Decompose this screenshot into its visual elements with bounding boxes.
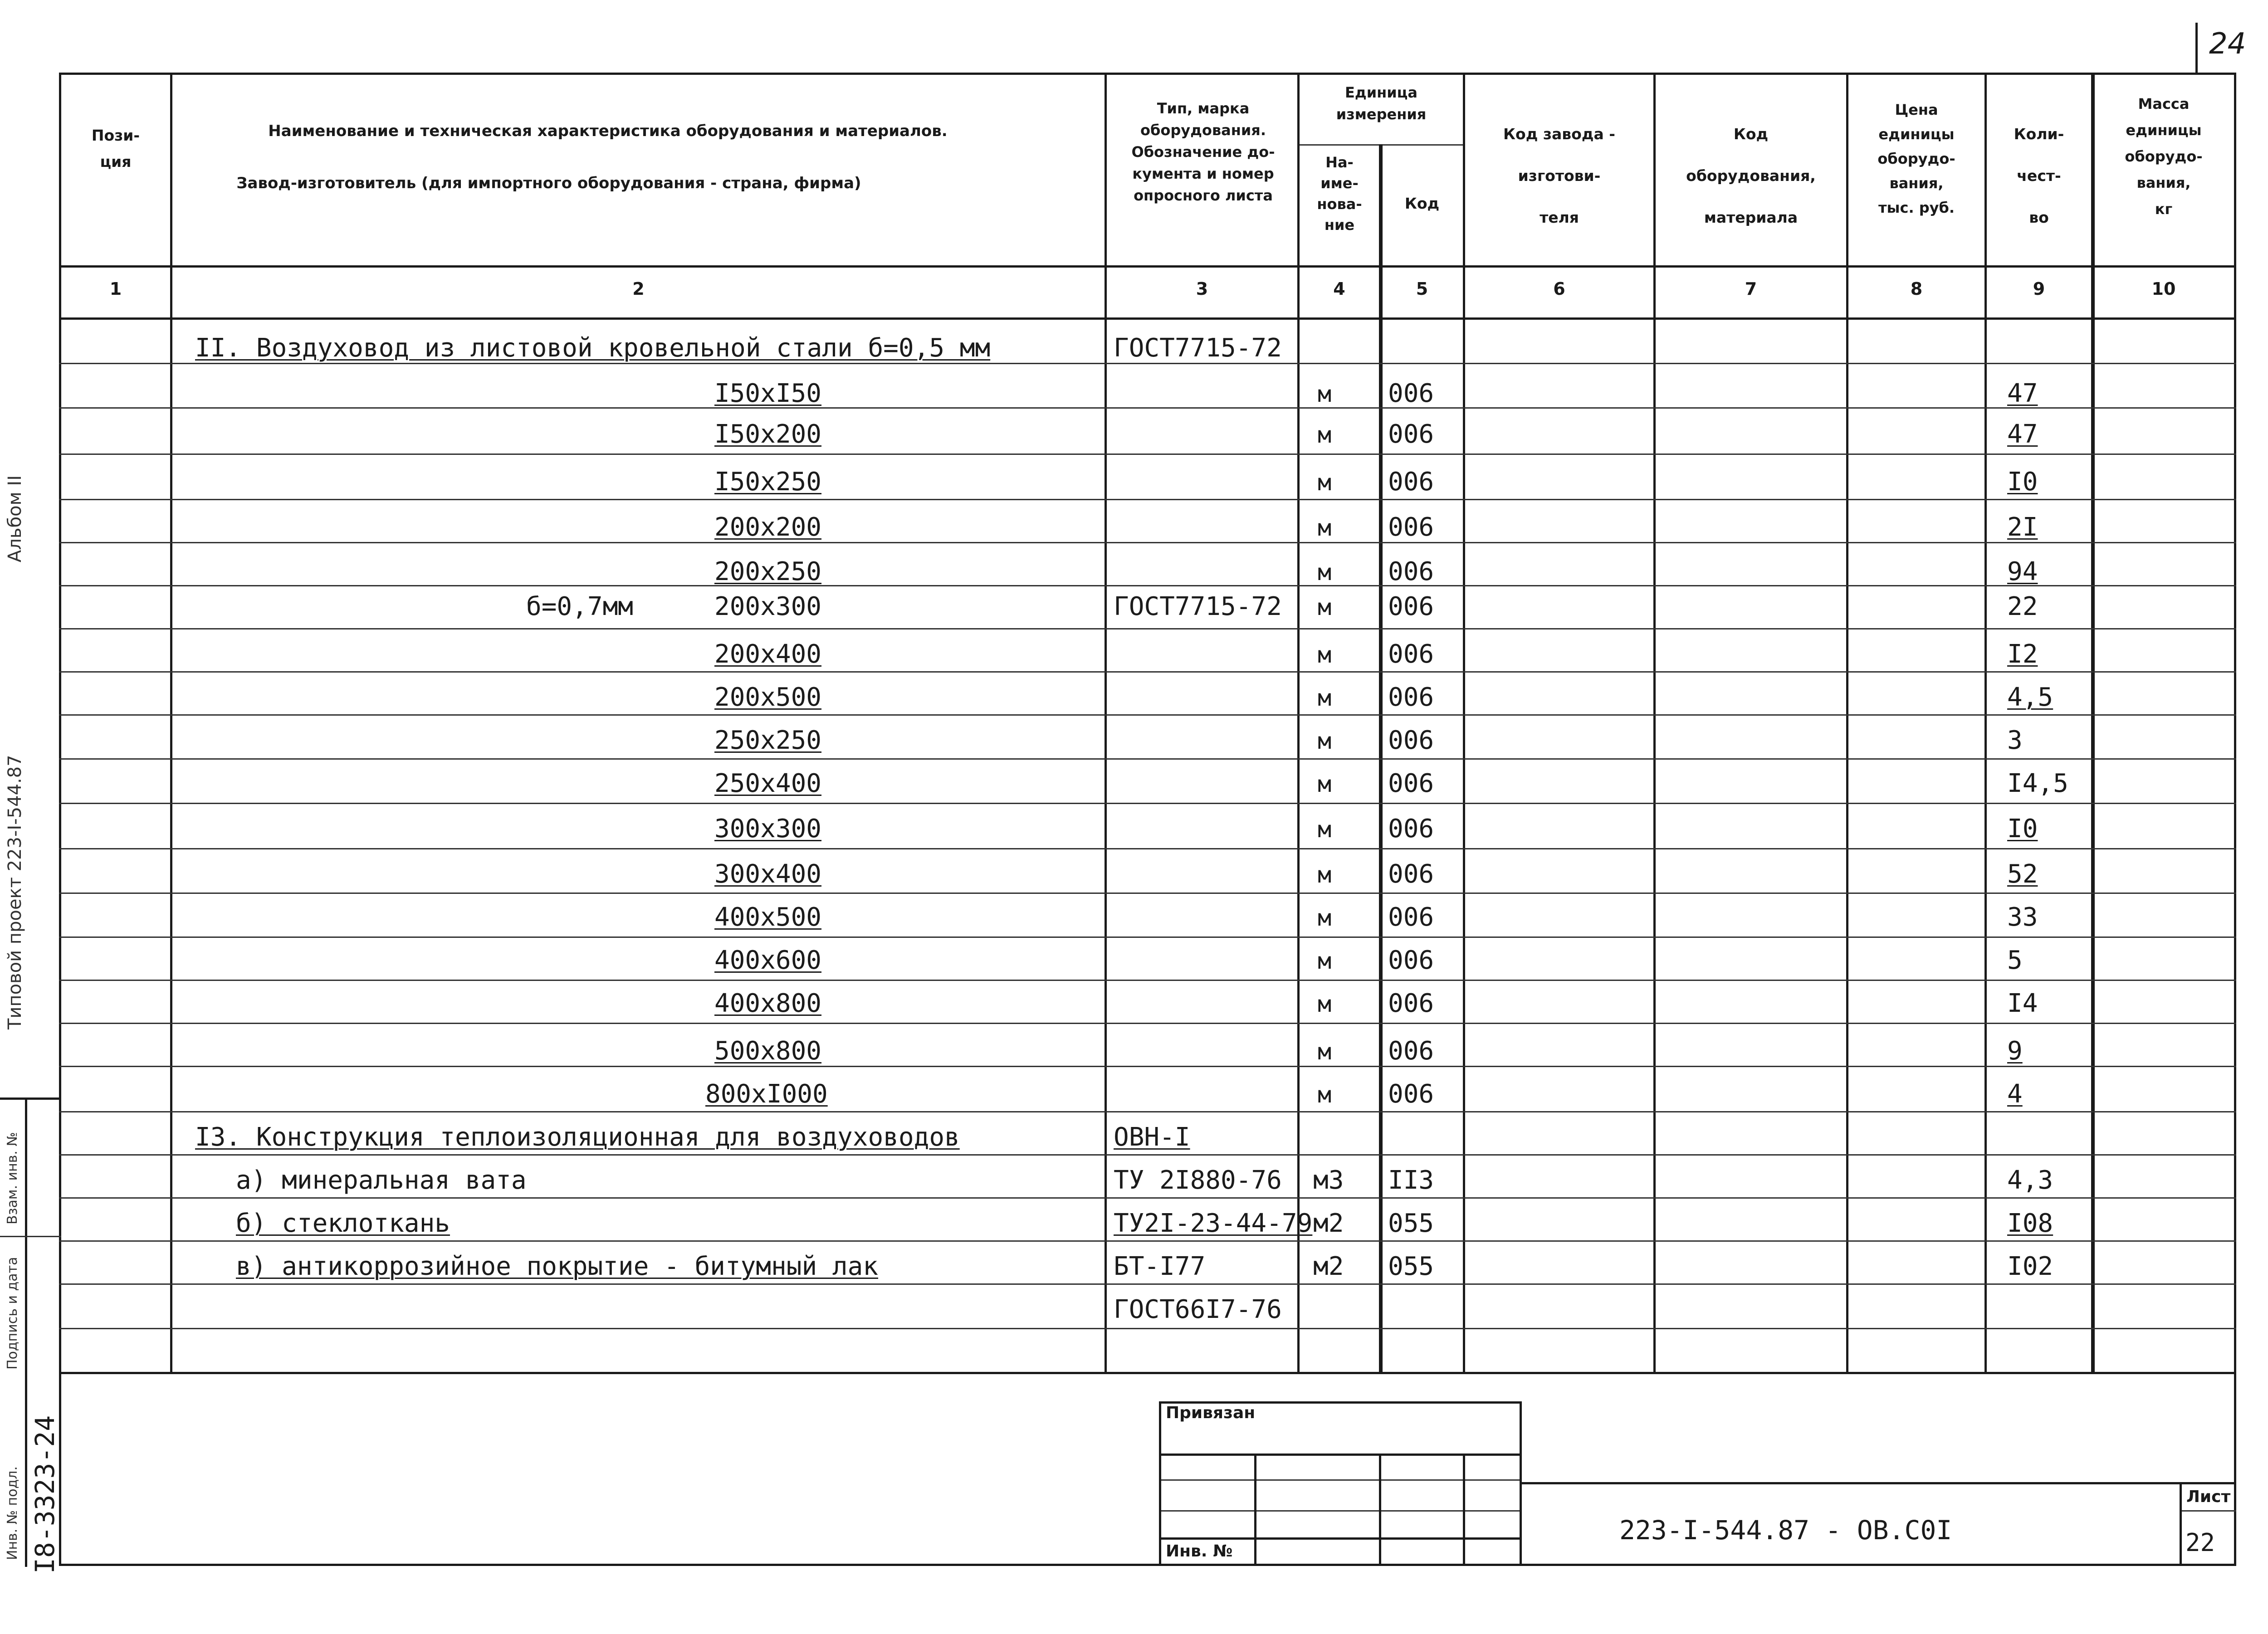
replace-inv-label: Взам. инв. № <box>5 1132 20 1224</box>
row-code: 006 <box>1388 989 1434 1018</box>
stamp-privyazan: Привязан <box>1166 1404 1256 1422</box>
row-code: 006 <box>1388 902 1434 932</box>
row-name: а) минеральная вата <box>236 1166 527 1195</box>
header-price: Цена единицы оборудо- вания, тыс. руб. <box>1877 101 1955 216</box>
row-code: 006 <box>1388 467 1434 497</box>
row-qty: 52 <box>2007 859 2038 889</box>
row-qty: I02 <box>2007 1252 2053 1281</box>
row-qty: 4 <box>2007 1079 2023 1109</box>
row-qty: I0 <box>2007 467 2038 497</box>
row-qty: 94 <box>2007 557 2038 586</box>
row-qty: I08 <box>2007 1209 2053 1238</box>
row-name: 250x250 <box>714 726 822 755</box>
header-factory-code: Код завода - изготови- теля <box>1503 125 1615 226</box>
row-name: I50xI50 <box>714 379 822 408</box>
row-name: 500x800 <box>714 1036 822 1066</box>
row-name: 200x250 <box>714 557 822 586</box>
row-code: 006 <box>1388 683 1434 712</box>
row-unit: м <box>1318 594 1332 620</box>
row-code: 006 <box>1388 946 1434 975</box>
row-qty: I2 <box>2007 639 2038 669</box>
row-doc: ГОСТ7715-72 <box>1114 333 1282 363</box>
row-code: 006 <box>1388 1079 1434 1109</box>
row-name: 200x200 <box>714 512 822 542</box>
sheet-label: Лист <box>2186 1488 2231 1506</box>
col-num-2: 2 <box>632 279 645 299</box>
header-unit: Единица измерения <box>1336 84 1427 123</box>
row-qty: 22 <box>2007 592 2038 621</box>
row-doc: ГОСТ66I7-76 <box>1114 1295 1282 1324</box>
row-name: 300x400 <box>714 859 822 889</box>
row-code: 006 <box>1388 859 1434 889</box>
stamp-inv-no: Инв. № <box>1166 1542 1233 1561</box>
row-unit: м2 <box>1313 1252 1344 1281</box>
row-code: II3 <box>1388 1166 1434 1195</box>
col-num-9: 9 <box>2033 279 2045 299</box>
sign-date-label: Подпись и дата <box>5 1257 20 1370</box>
header-quantity: Коли- чест- во <box>2014 125 2064 226</box>
row-qty: 5 <box>2007 946 2023 975</box>
row-code: 006 <box>1388 512 1434 542</box>
row-name: I3. Конструкция теплоизоляционная для воздуховодов <box>195 1122 960 1152</box>
row-doc: ТУ2I-23-44-79 <box>1114 1209 1313 1238</box>
row-name: 300x300 <box>714 814 822 844</box>
header-unit-name: На- име- нова- ние <box>1317 154 1362 234</box>
row-unit: м <box>1318 469 1332 496</box>
row-unit: м <box>1318 1082 1332 1108</box>
row-code: 006 <box>1388 1036 1434 1066</box>
row-code: 006 <box>1388 769 1434 798</box>
row-qty: I0 <box>2007 814 2038 844</box>
row-unit: м <box>1318 948 1332 974</box>
header-mass: Масса единицы оборудо- вания, кг <box>2125 95 2203 218</box>
col-num-1: 1 <box>109 279 122 299</box>
row-qty: 33 <box>2007 902 2038 932</box>
page-number-divider <box>2195 23 2198 73</box>
document-code: 223-I-544.87 - ОВ.С0I <box>1619 1515 1952 1546</box>
project-label: Типовой проект 223-I-544.87 <box>5 755 25 1029</box>
col-num-4: 4 <box>1333 279 1345 299</box>
header-position: Пози- ция <box>91 127 140 171</box>
row-code: 006 <box>1388 814 1434 844</box>
row-name: 400x800 <box>714 989 822 1018</box>
row-code: 006 <box>1388 557 1434 586</box>
row-name: I50x250 <box>714 467 822 497</box>
row-qty: 47 <box>2007 379 2038 408</box>
row-prefix: б=0,7мм <box>526 592 634 621</box>
row-qty: 47 <box>2007 419 2038 449</box>
row-name: 400x500 <box>714 902 822 932</box>
row-name: II. Воздуховод из листовой кровельной стали б=0,5 мм <box>195 333 991 363</box>
header-name-line1: Наименование и техническая характеристика оборудования и материалов. <box>268 122 948 140</box>
col-num-5: 5 <box>1416 279 1428 299</box>
header-name-line2: Завод-изготовитель (для импортного оборудования - страна, фирма) <box>236 174 861 192</box>
row-unit: м2 <box>1313 1209 1344 1238</box>
row-doc: ТУ 2I880-76 <box>1114 1166 1282 1195</box>
row-qty: 4,5 <box>2007 683 2053 712</box>
col-num-10: 10 <box>2151 279 2176 299</box>
row-unit: м <box>1318 422 1332 448</box>
row-unit: м <box>1318 816 1332 843</box>
row-doc: ГОСТ7715-72 <box>1114 592 1282 621</box>
row-unit: м <box>1318 685 1332 711</box>
col-num-3: 3 <box>1196 279 1208 299</box>
row-name: 200x400 <box>714 639 822 669</box>
row-name: I50x200 <box>714 419 822 449</box>
row-name: б) стеклоткань <box>236 1209 450 1238</box>
header-unit-code: Код <box>1404 195 1440 212</box>
col-num-8: 8 <box>1910 279 1923 299</box>
row-name: 200x300 <box>714 592 822 621</box>
row-name: 200x500 <box>714 683 822 712</box>
row-code: 055 <box>1388 1209 1434 1238</box>
inv-orig-label: Инв. № подл. <box>5 1466 20 1560</box>
album-label: Альбом II <box>5 475 25 562</box>
row-unit: м <box>1318 642 1332 668</box>
row-code: 006 <box>1388 639 1434 669</box>
row-qty: 9 <box>2007 1036 2023 1066</box>
row-code: 006 <box>1388 592 1434 621</box>
row-unit: м3 <box>1313 1166 1344 1195</box>
row-code: 006 <box>1388 419 1434 449</box>
row-unit: м <box>1318 905 1332 931</box>
sheet-number: 22 <box>2185 1528 2215 1557</box>
row-qty: 2I <box>2007 512 2038 542</box>
header-material-code: Код оборудования, материала <box>1686 125 1816 226</box>
row-doc: БТ-I77 <box>1114 1252 1206 1281</box>
archive-number: I8-3323-24 <box>29 1415 60 1574</box>
row-code: 006 <box>1388 726 1434 755</box>
row-code: 006 <box>1388 379 1434 408</box>
row-qty: I4 <box>2007 989 2038 1018</box>
row-unit: м <box>1318 862 1332 888</box>
row-name: 800xI000 <box>705 1079 828 1109</box>
col-num-7: 7 <box>1745 279 1757 299</box>
row-name: 250x400 <box>714 769 822 798</box>
row-unit: м <box>1318 1039 1332 1065</box>
row-qty: 3 <box>2007 726 2023 755</box>
row-doc: ОВН-I <box>1114 1122 1190 1152</box>
row-qty: I4,5 <box>2007 769 2068 798</box>
row-unit: м <box>1318 515 1332 541</box>
row-code: 055 <box>1388 1252 1434 1281</box>
row-name: в) антикоррозийное покрытие - битумный лак <box>236 1252 879 1281</box>
row-qty: 4,3 <box>2007 1166 2053 1195</box>
row-name: 400x600 <box>714 946 822 975</box>
row-unit: м <box>1318 771 1332 797</box>
row-unit: м <box>1318 728 1332 754</box>
header-type: Тип, марка оборудования. Обозначение до- кумента и номер опросного листа <box>1131 100 1275 204</box>
row-unit: м <box>1318 381 1332 407</box>
page-number: 24 <box>2209 27 2246 61</box>
row-unit: м <box>1318 559 1332 585</box>
col-num-6: 6 <box>1553 279 1565 299</box>
row-unit: м <box>1318 991 1332 1017</box>
